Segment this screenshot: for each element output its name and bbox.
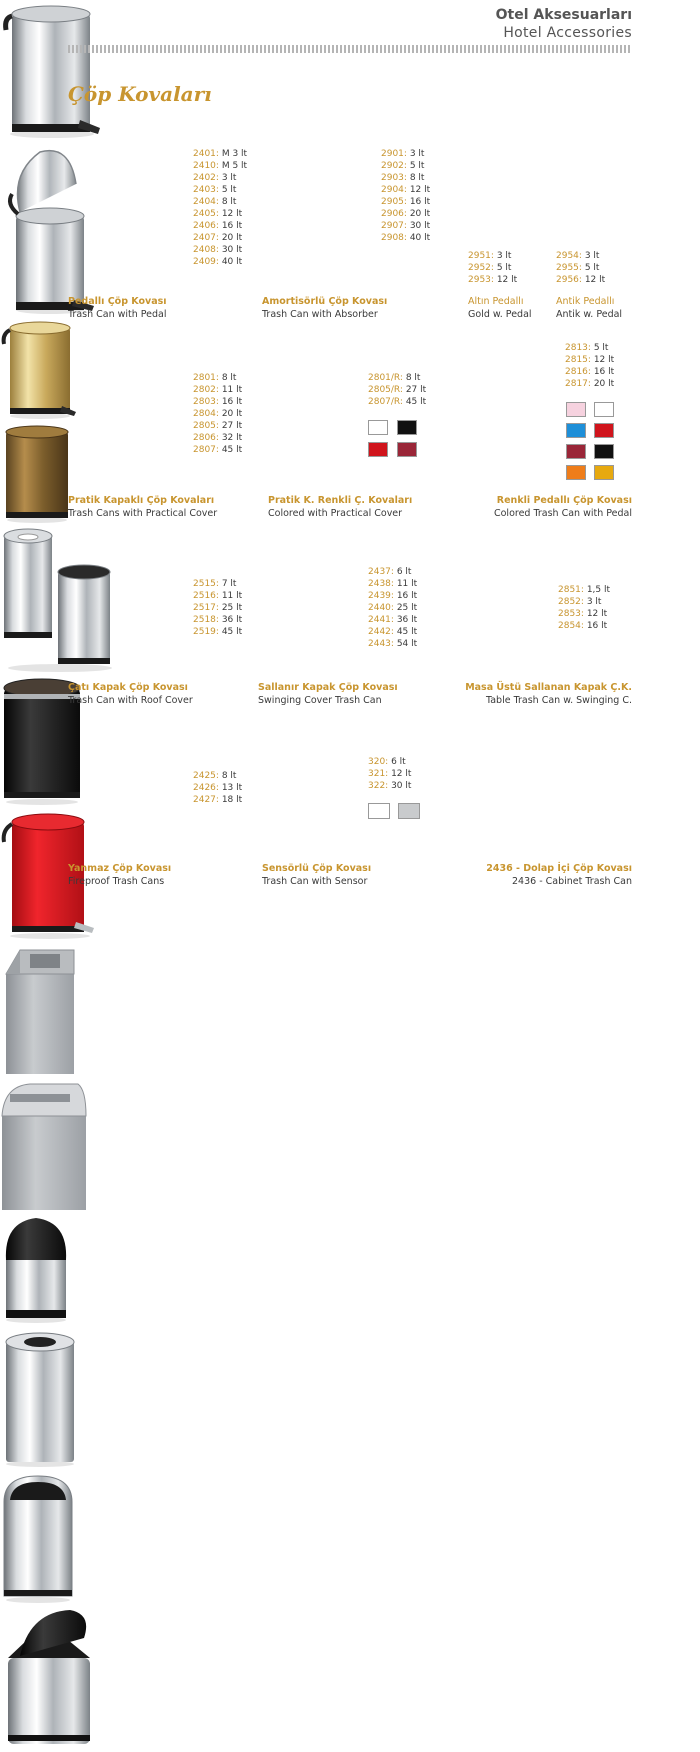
- code-row: [193, 256, 247, 268]
- code-row: [381, 160, 430, 172]
- code: 2410:: [193, 161, 222, 171]
- code-row: [368, 780, 411, 792]
- volume: 40 lt: [409, 233, 431, 243]
- code: 320:: [368, 757, 392, 767]
- absorber-codes: [381, 148, 430, 244]
- code: 2408:: [193, 245, 222, 255]
- code: 2442:: [368, 627, 397, 637]
- colored-pedal-name-tr: Renkli Pedallı Çöp Kovası: [496, 495, 632, 506]
- code: 2437:: [368, 567, 397, 577]
- code-row: [565, 378, 614, 390]
- code: 2955:: [556, 263, 585, 273]
- code-row: [556, 274, 605, 286]
- fireproof-caption: [68, 862, 171, 888]
- volume: 45 lt: [221, 445, 243, 455]
- volume: 8 lt: [409, 173, 425, 183]
- code-row: [368, 396, 426, 408]
- volume: 27 lt: [221, 421, 243, 431]
- code-row: [468, 262, 517, 274]
- code-row: [193, 444, 242, 456]
- volume: M 3 lt: [221, 149, 248, 159]
- antique-name-tr: Antik Pedallı: [556, 296, 615, 307]
- volume: 11 lt: [221, 385, 243, 395]
- code-row: [468, 250, 517, 262]
- gold-caption: [468, 295, 532, 321]
- volume: 45 lt: [396, 627, 418, 637]
- fireproof-name-tr: Yanmaz Çöp Kovası: [68, 863, 172, 874]
- volume: 18 lt: [221, 795, 243, 805]
- volume: 12 lt: [409, 185, 431, 195]
- code: 2517:: [193, 603, 222, 613]
- code: 2952:: [468, 263, 497, 273]
- volume: 5 lt: [593, 343, 609, 353]
- cabinet-name-tr: 2436 - Dolap İçi Çöp Kovası: [486, 863, 632, 874]
- code-row: [556, 250, 605, 262]
- cabinet-caption: [486, 862, 632, 888]
- code: 2407:: [193, 233, 222, 243]
- sensor-trash-can-image: [0, 1472, 76, 1604]
- code-row: [468, 274, 517, 286]
- product-absorber: [0, 144, 700, 320]
- colored-practical-codes: [368, 372, 426, 408]
- code-row: [193, 408, 242, 420]
- code: 2851:: [558, 585, 587, 595]
- swatch-red: [594, 423, 614, 438]
- code: 2439:: [368, 591, 397, 601]
- volume: 12 lt: [496, 275, 518, 285]
- code: 2403:: [193, 185, 222, 195]
- code: 2807/R:: [368, 397, 406, 407]
- volume: 6 lt: [391, 757, 406, 767]
- volume: 45 lt: [221, 627, 243, 637]
- code: 2905:: [381, 197, 410, 207]
- fireproof-name-en: Fireproof Trash Cans: [68, 876, 165, 887]
- absorber-name-tr: Amortisörlü Çöp Kovası: [262, 296, 388, 307]
- swatch-red: [368, 442, 388, 457]
- swatch-yellow: [594, 465, 614, 480]
- volume: 16 lt: [221, 397, 243, 407]
- code: 2852:: [558, 597, 587, 607]
- code: 2801:: [193, 373, 222, 383]
- gold-codes: [468, 250, 517, 286]
- code-row: [381, 184, 430, 196]
- code-row: [193, 384, 242, 396]
- pedal-trash-can-image: [0, 0, 104, 140]
- code-row: [368, 372, 426, 384]
- volume: 3 lt: [586, 597, 602, 607]
- antique-name-en: Antik w. Pedal: [556, 309, 623, 320]
- pedal-name-en: Trash Can with Pedal: [68, 309, 167, 320]
- code-row: [193, 196, 247, 208]
- antique-caption: [556, 295, 622, 321]
- code: 2804:: [193, 409, 222, 419]
- code: 2853:: [558, 609, 587, 619]
- code: 2854:: [558, 621, 587, 631]
- code-row: [381, 148, 430, 160]
- code: 2805:: [193, 421, 222, 431]
- header: [496, 6, 632, 42]
- table-trash-can-image: [0, 1216, 72, 1324]
- volume: 3 lt: [409, 149, 425, 159]
- sensor-name-tr: Sensörlü Çöp Kovası: [262, 863, 372, 874]
- code-row: [368, 638, 417, 650]
- code-row: [193, 372, 242, 384]
- table-name-en: Table Trash Can w. Swinging C.: [486, 695, 632, 706]
- code-row: [193, 782, 242, 794]
- roof-name-tr: Çatı Kapak Çöp Kovası: [68, 682, 188, 693]
- code: 2815:: [565, 355, 594, 365]
- volume: 5 lt: [409, 161, 425, 171]
- code-row: [368, 626, 417, 638]
- table-name-tr: Masa Üstü Sallanan Kapak Ç.K.: [465, 682, 632, 693]
- header-title-tr: Otel Aksesuarları: [495, 7, 632, 23]
- code: 2807:: [193, 445, 222, 455]
- volume: 8 lt: [405, 373, 421, 383]
- code: 2813:: [565, 343, 594, 353]
- table-codes: [558, 584, 610, 632]
- volume: 12 lt: [391, 769, 412, 779]
- code: 2401:: [193, 149, 222, 159]
- volume: 45 lt: [405, 397, 427, 407]
- volume: 7 lt: [221, 579, 237, 589]
- code-row: [193, 614, 242, 626]
- volume: 20 lt: [409, 209, 431, 219]
- code-row: [193, 244, 247, 256]
- code: 2953:: [468, 275, 497, 285]
- gold-trash-can-image: [0, 320, 80, 420]
- code: 2404:: [193, 197, 222, 207]
- code-row: [558, 608, 610, 620]
- fireproof-codes: [193, 770, 242, 806]
- volume: 25 lt: [221, 603, 243, 613]
- volume: 8 lt: [221, 771, 237, 781]
- absorber-name-en: Trash Can with Absorber: [262, 309, 378, 320]
- code-row: [381, 196, 430, 208]
- volume: 11 lt: [396, 579, 418, 589]
- volume: 40 lt: [221, 257, 243, 267]
- colored-practical-name-en: Colored with Practical Cover: [268, 508, 403, 519]
- table-caption: [465, 681, 632, 707]
- code: 2902:: [381, 161, 410, 171]
- volume: 5 lt: [584, 263, 600, 273]
- code: 2441:: [368, 615, 397, 625]
- volume: 12 lt: [221, 209, 243, 219]
- swatch-white: [368, 803, 390, 819]
- code-row: [381, 220, 430, 232]
- volume: 16 lt: [586, 621, 608, 631]
- code-row: [558, 620, 610, 632]
- swatch-black: [397, 420, 417, 435]
- code-row: [193, 396, 242, 408]
- volume: 12 lt: [593, 355, 615, 365]
- volume: 27 lt: [405, 385, 427, 395]
- volume: 13 lt: [221, 783, 243, 793]
- practical-trash-can-image: [0, 528, 116, 672]
- volume: 20 lt: [221, 409, 243, 419]
- volume: 30 lt: [409, 221, 431, 231]
- code: 2908:: [381, 233, 410, 243]
- code: 322:: [368, 781, 392, 791]
- roof-codes: [193, 578, 242, 638]
- code-row: [381, 232, 430, 244]
- code: 2425:: [193, 771, 222, 781]
- sensor-codes: [368, 756, 411, 792]
- swatch-white: [594, 402, 614, 417]
- code-row: [565, 342, 614, 354]
- sensor-caption: [262, 862, 371, 888]
- antique-codes: [556, 250, 605, 286]
- code: 2805/R:: [368, 385, 406, 395]
- code: 2903:: [381, 173, 410, 183]
- volume: 36 lt: [396, 615, 418, 625]
- fireproof-trash-can-image: [0, 1328, 80, 1468]
- code: 2405:: [193, 209, 222, 219]
- colored-pedal-caption: [494, 494, 632, 520]
- swatch-burgundy: [566, 444, 586, 459]
- code-row: [368, 614, 417, 626]
- swinging-name-tr: Sallanır Kapak Çöp Kovası: [258, 682, 398, 693]
- code-row: [193, 420, 242, 432]
- volume: 16 lt: [409, 197, 431, 207]
- absorber-trash-can-image: [0, 144, 100, 316]
- practical-caption: [68, 494, 217, 520]
- code: 2904:: [381, 185, 410, 195]
- volume: 20 lt: [221, 233, 243, 243]
- code-row: [193, 184, 247, 196]
- code: 2951:: [468, 251, 497, 261]
- colored-practical-caption: [268, 494, 412, 520]
- code-row: [556, 262, 605, 274]
- volume: 32 lt: [221, 433, 243, 443]
- code-row: [193, 794, 242, 806]
- colored-practical-name-tr: Pratik K. Renkli Ç. Kovaları: [268, 495, 413, 506]
- code-row: [193, 160, 247, 172]
- code-row: [193, 590, 242, 602]
- volume: 54 lt: [396, 639, 418, 649]
- volume: 16 lt: [396, 591, 418, 601]
- volume: 16 lt: [221, 221, 243, 231]
- volume: 8 lt: [221, 197, 237, 207]
- volume: 36 lt: [221, 615, 243, 625]
- volume: 6 lt: [396, 567, 412, 577]
- code-row: [368, 756, 411, 768]
- code-row: [368, 768, 411, 780]
- code: 2817:: [565, 379, 594, 389]
- code-row: [193, 578, 242, 590]
- code: 2409:: [193, 257, 222, 267]
- volume: 8 lt: [221, 373, 237, 383]
- code: 2406:: [193, 221, 222, 231]
- volume: 25 lt: [396, 603, 418, 613]
- roof-name-en: Trash Can with Roof Cover: [68, 695, 193, 706]
- volume: M 5 lt: [221, 161, 248, 171]
- code-row: [193, 220, 247, 232]
- cabinet-trash-can-image: [0, 1608, 100, 1748]
- swinging-codes: [368, 566, 417, 650]
- code-row: [193, 432, 242, 444]
- volume: 30 lt: [221, 245, 243, 255]
- code-row: [193, 232, 247, 244]
- swinging-caption: [258, 681, 398, 707]
- code-row: [381, 172, 430, 184]
- swatch-silver: [398, 803, 420, 819]
- antique-trash-can-image: [0, 424, 74, 524]
- volume: 5 lt: [221, 185, 237, 195]
- volume: 3 lt: [221, 173, 237, 183]
- code-row: [558, 584, 610, 596]
- swatch-blue: [566, 423, 586, 438]
- volume: 3 lt: [584, 251, 600, 261]
- practical-name-en: Trash Cans with Practical Cover: [68, 508, 218, 519]
- volume: 30 lt: [391, 781, 412, 791]
- volume: 16 lt: [593, 367, 615, 377]
- code-row: [368, 578, 417, 590]
- code: 2438:: [368, 579, 397, 589]
- colored-pedal-name-en: Colored Trash Can with Pedal: [493, 508, 632, 519]
- volume: 20 lt: [593, 379, 615, 389]
- code-row: [565, 366, 614, 378]
- code: 2427:: [193, 795, 222, 805]
- absorber-caption: [262, 295, 387, 321]
- code-row: [558, 596, 610, 608]
- code: 2906:: [381, 209, 410, 219]
- volume: 1,5 lt: [586, 585, 611, 595]
- roof-trash-can-image: [0, 944, 80, 1076]
- code-row: [193, 770, 242, 782]
- code-row: [368, 566, 417, 578]
- code: 2443:: [368, 639, 397, 649]
- volume: 3 lt: [496, 251, 512, 261]
- volume: 12 lt: [584, 275, 606, 285]
- code-row: [381, 208, 430, 220]
- roof-caption: [68, 681, 193, 707]
- gold-name-en: Gold w. Pedal: [468, 309, 532, 320]
- section-title: Çöp Kovaları: [68, 82, 212, 106]
- volume: 12 lt: [586, 609, 608, 619]
- sensor-name-en: Trash Can with Sensor: [262, 876, 368, 887]
- code: 2402:: [193, 173, 222, 183]
- practical-codes: [193, 372, 242, 456]
- swinging-trash-can-image: [0, 1080, 88, 1212]
- code: 2518:: [193, 615, 222, 625]
- code-row: [368, 384, 426, 396]
- code: 2901:: [381, 149, 410, 159]
- code: 2802:: [193, 385, 222, 395]
- practical-name-tr: Pratik Kapaklı Çöp Kovaları: [68, 495, 215, 506]
- swatch-black: [594, 444, 614, 459]
- code: 2954:: [556, 251, 585, 261]
- code: 2806:: [193, 433, 222, 443]
- code-row: [193, 602, 242, 614]
- code: 2519:: [193, 627, 222, 637]
- pedal-caption: [68, 295, 167, 321]
- colored-pedal-codes: [565, 342, 614, 390]
- code: 2956:: [556, 275, 585, 285]
- swatch-white: [368, 420, 388, 435]
- code-row: [565, 354, 614, 366]
- code-row: [368, 590, 417, 602]
- code: 321:: [368, 769, 392, 779]
- cabinet-name-en: 2436 - Cabinet Trash Can: [512, 876, 632, 887]
- swatch-orange: [566, 465, 586, 480]
- swinging-name-en: Swinging Cover Trash Can: [258, 695, 382, 706]
- code-row: [193, 148, 247, 160]
- volume: 11 lt: [221, 591, 243, 601]
- code: 2440:: [368, 603, 397, 613]
- code: 2816:: [565, 367, 594, 377]
- gold-name-tr: Altın Pedallı: [468, 296, 524, 307]
- header-title-en: Hotel Accessories: [503, 25, 632, 41]
- volume: 5 lt: [496, 263, 512, 273]
- code: 2515:: [193, 579, 222, 589]
- code-row: [368, 602, 417, 614]
- code: 2801/R:: [368, 373, 406, 383]
- code: 2516:: [193, 591, 222, 601]
- pedal-name-tr: Pedallı Çöp Kovası: [68, 296, 167, 307]
- code: 2907:: [381, 221, 410, 231]
- swatch-burgundy: [397, 442, 417, 457]
- code-row: [193, 626, 242, 638]
- pedal-codes: [193, 148, 247, 268]
- code-row: [193, 172, 247, 184]
- swatch-pink: [566, 402, 586, 417]
- header-divider: [68, 45, 632, 53]
- code: 2426:: [193, 783, 222, 793]
- code: 2803:: [193, 397, 222, 407]
- code-row: [193, 208, 247, 220]
